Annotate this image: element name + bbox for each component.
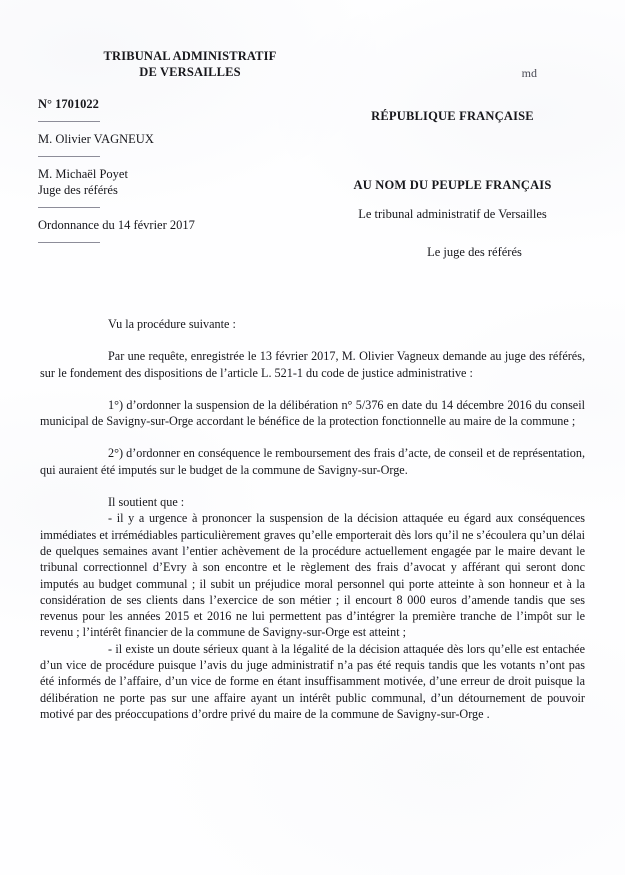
republic-column bbox=[310, 108, 595, 260]
party-name: M. Olivier VAGNEUX bbox=[38, 132, 154, 146]
divider-rule-2 bbox=[38, 156, 100, 157]
order-date: Ordonnance du 14 février 2017 bbox=[38, 218, 195, 232]
order-date-block bbox=[38, 217, 288, 243]
divider-rule-4 bbox=[38, 242, 100, 243]
clerk-annotation: md bbox=[521, 66, 537, 80]
paragraph-demande-2: 2°) d’ordonner en conséquence le remboursement des frais d’acte, de conseil et de représentation, qui auraient été imputés sur le budget de la commune de Savigny-sur-Orge. bbox=[40, 446, 585, 477]
paragraph-soutient: Il soutient que : bbox=[108, 495, 185, 510]
paragraph-requete: Par une requête, enregistrée le 13 février 2017, M. Olivier Vagneux demande au juge des référés, sur le fondement des dispositions de l’article L. 521-1 du code de justice administrative : bbox=[40, 349, 585, 380]
case-number-block bbox=[38, 96, 288, 122]
divider-rule-3 bbox=[38, 207, 100, 208]
document-header bbox=[0, 48, 625, 88]
case-number: N° 1701022 bbox=[38, 97, 99, 111]
au-nom-du-peuple-heading: AU NOM DU PEUPLE FRANÇAIS bbox=[353, 178, 552, 192]
paragraph-intro: Vu la procédure suivante : bbox=[108, 317, 236, 331]
paragraph-moyen-doute-serieux: - il existe un doute sérieux quant à la légalité de la décision attaquée dès lors qu’elle est entachée d’un vice de procédure puisque l’avis du juge administratif n’a pas été requis tandis que les votants n’ont pas été informés de l’affaire, d’un vice de forme en étant insuffisamment motivée, d’une erreur de droit puisque la délibération ne porte pas sur une affaire ayant un intérêt public communal, d’un détournement de pouvoir motivé par des préoccupations d’ordre privé du maire de la commune de Savigny-sur-Orge . bbox=[40, 641, 585, 721]
judge-role: Juge des référés bbox=[38, 183, 118, 197]
judge-name: M. Michaël Poyet bbox=[38, 167, 128, 181]
case-identity-column bbox=[38, 96, 288, 252]
document-body bbox=[40, 316, 585, 722]
juge-des-referes-line: Le juge des référés bbox=[427, 245, 522, 259]
judge-block bbox=[38, 166, 288, 208]
republique-francaise-heading: RÉPUBLIQUE FRANÇAISE bbox=[371, 109, 534, 123]
court-name-line-2: DE VERSAILLES bbox=[139, 65, 241, 79]
court-name bbox=[60, 48, 320, 80]
tribunal-line: Le tribunal administratif de Versailles bbox=[358, 207, 547, 221]
paragraph-moyen-urgence: - il y a urgence à prononcer la suspension de la décision attaquée eu égard aux conséquences immédiates et irrémédiables particulièrement graves qu’elle emporterait dès lors qu’il ne s’écoulera qu’un délai de quelques semaines avant l’entier achèvement de la procédure actuellement engagée par le maire devant le tribunal correctionnel d’Evry à son encontre et le règlement des frais d’avocat y afférant qui seront donc imputés au budget communal ; il subit un préjudice moral personnel qui porte atteinte à son honneur et à la considération de ses clients dans l’exercice de son métier ; il encourt 8 000 euros d’amende tandis que ses revenus pour les années 2015 et 2016 ne lui permettent pas d’intégrer la première tranche de l’impôt sur le revenu ; l’intérêt financier de la commune de Savigny-sur-Orge est atteint ; bbox=[40, 511, 585, 640]
paragraph-demande-1: 1°) d’ordonner la suspension de la délibération n° 5/376 en date du 14 décembre 2016 du conseil municipal de Savigny-sur-Orge accordant le bénéfice de la protection fonctionnelle au maire de la commune ; bbox=[40, 397, 585, 429]
divider-rule-1 bbox=[38, 121, 100, 122]
party-block bbox=[38, 131, 288, 157]
court-name-line-1: TRIBUNAL ADMINISTRATIF bbox=[103, 49, 277, 63]
